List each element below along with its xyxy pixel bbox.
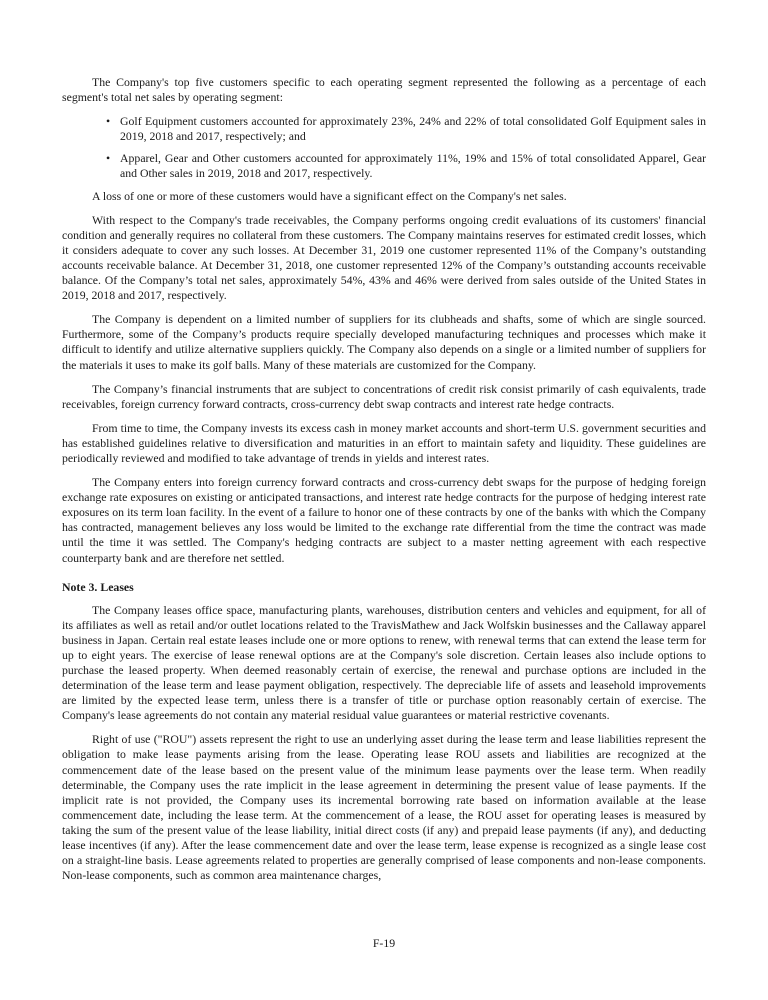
hedging-paragraph: The Company enters into foreign currency forward contracts and cross-currency debt swaps for the purpose of hedging foreign exchange rate exposures on existing or anticipated transactions, and interest rate hedge contracts for the purpose of hedging interest rate exposures on its term loan facility. In the event of a failure to honor one of these contracts by one of the banks with which the Company has contracted, management believes any loss would be limited to the exchange rate differential from the time the contract was made until the time it was settled. The Company's hedging contracts are subject to a master netting agreement with each respective counterparty bank and are therefore net settled.	[62, 475, 706, 565]
document-page	[62, 75, 706, 892]
bullet-symbol: •	[106, 114, 111, 129]
leases-paragraph-1: The Company leases office space, manufacturing plants, warehouses, distribution centers and vehicles and equipment, for all of its affiliates as well as retail and/or outlet locations related to the TravisMathew and Jack Wolfskin businesses and the Callaway apparel business in Japan. Certain real estate leases include one or more options to renew, with renewal terms that can extend the lease term for up to eight years. The exercise of lease renewal options are at the Company's sole discretion. Certain leases also include options to purchase the leased property. When deemed reasonably certain of exercise, the renewal and purchase options are included in the determination of the lease term and lease payment obligation, respectively. The depreciable life of assets and leasehold improvements are limited by the expected lease term, unless there is a transfer of title or purchase option reasonably certain of exercise. The Company's lease agreements do not contain any material residual value guarantees or material restrictive covenants.	[62, 602, 706, 723]
page-number: F-19	[372, 936, 396, 950]
excess-cash-paragraph: From time to time, the Company invests its excess cash in money market accounts and short-term U.S. government securities and has established guidelines relative to diversification and maturities in an effort to maintain safety and liquidity. These guidelines are periodically reviewed and modified to take advantage of trends in yields and interest rates.	[62, 420, 706, 465]
leases-paragraph-2: Right of use ("ROU") assets represent the right to use an underlying asset during the lease term and lease liabilities represent the obligation to make lease payments arising from the lease. Operating lease ROU assets and liabilities are recognized at the commencement date of the lease based on the present value of the minimum lease payments over the lease term. When readily determinable, the Company uses the rate implicit in the lease agreement in determining the present value of lease payments. If the implicit rate is not provided, the Company uses its incremental borrowing rate based on information available at the lease commencement date, including the lease term. At the commencement of a lease, the ROU asset for operating leases is measured by taking the sum of the present value of the lease liability, initial direct costs (if any) and prepaid lease payments (if any), and deducting lease incentives (if any). After the lease commencement date and over the lease term, lease expense is recognized as a single lease cost on a straight-line basis. Lease agreements related to properties are generally comprised of lease components and non-lease components. Non-lease components, such as common area maintenance charges,	[62, 732, 706, 883]
suppliers-paragraph: The Company is dependent on a limited number of suppliers for its clubheads and shafts, some of which are single sourced. Furthermore, some of the Company’s products require specially developed manufacturing techniques and processes which make it difficult to identify and utilize alternative suppliers quickly. The Company also depends on a single or a limited number of suppliers for the materials it uses to make its golf balls. Many of these materials are customized for the Company.	[62, 312, 706, 372]
bullet-text-apparel-gear: Apparel, Gear and Other customers accounted for approximately 11%, 19% and 15% of total consolidated Apparel, Gear and Other sales in 2019, 2018 and 2017, respectively.	[120, 151, 706, 181]
trade-receivables-paragraph: With respect to the Company's trade receivables, the Company performs ongoing credit evaluations of its customers' financial condition and generally requires no collateral from these customers. The Company maintains reserves for estimated credit losses, which it considers adequate to cover any such losses. At December 31, 2019 one customer represented 11% of the Company’s outstanding accounts receivable balance. At December 31, 2018, one customer represented 12% of the Company’s outstanding accounts receivable balance. Of the Company’s total net sales, approximately 54%, 43% and 46% were derived from sales outside of the United States in 2019, 2018 and 2017, respectively.	[62, 212, 706, 303]
section-heading-note-3: Note 3. Leases	[62, 579, 134, 594]
customer-bullet-list	[62, 114, 706, 181]
bullet-symbol: •	[106, 151, 111, 166]
list-item	[106, 151, 706, 181]
bullet-text-golf-equipment: Golf Equipment customers accounted for approximately 23%, 24% and 22% of total consolidated Golf Equipment sales in 2019, 2018 and 2017, respectively; and	[120, 114, 706, 144]
list-item	[106, 114, 706, 144]
customer-loss-paragraph: A loss of one or more of these customers would have a significant effect on the Company's net sales.	[92, 188, 567, 203]
credit-risk-paragraph: The Company’s financial instruments that are subject to concentrations of credit risk consist primarily of cash equivalents, trade receivables, foreign currency forward contracts, cross-currency debt swap contracts and interest rate hedge contracts.	[62, 381, 706, 411]
intro-paragraph: The Company's top five customers specific to each operating segment represented the following as a percentage of each segment's total net sales by operating segment:	[62, 75, 706, 105]
